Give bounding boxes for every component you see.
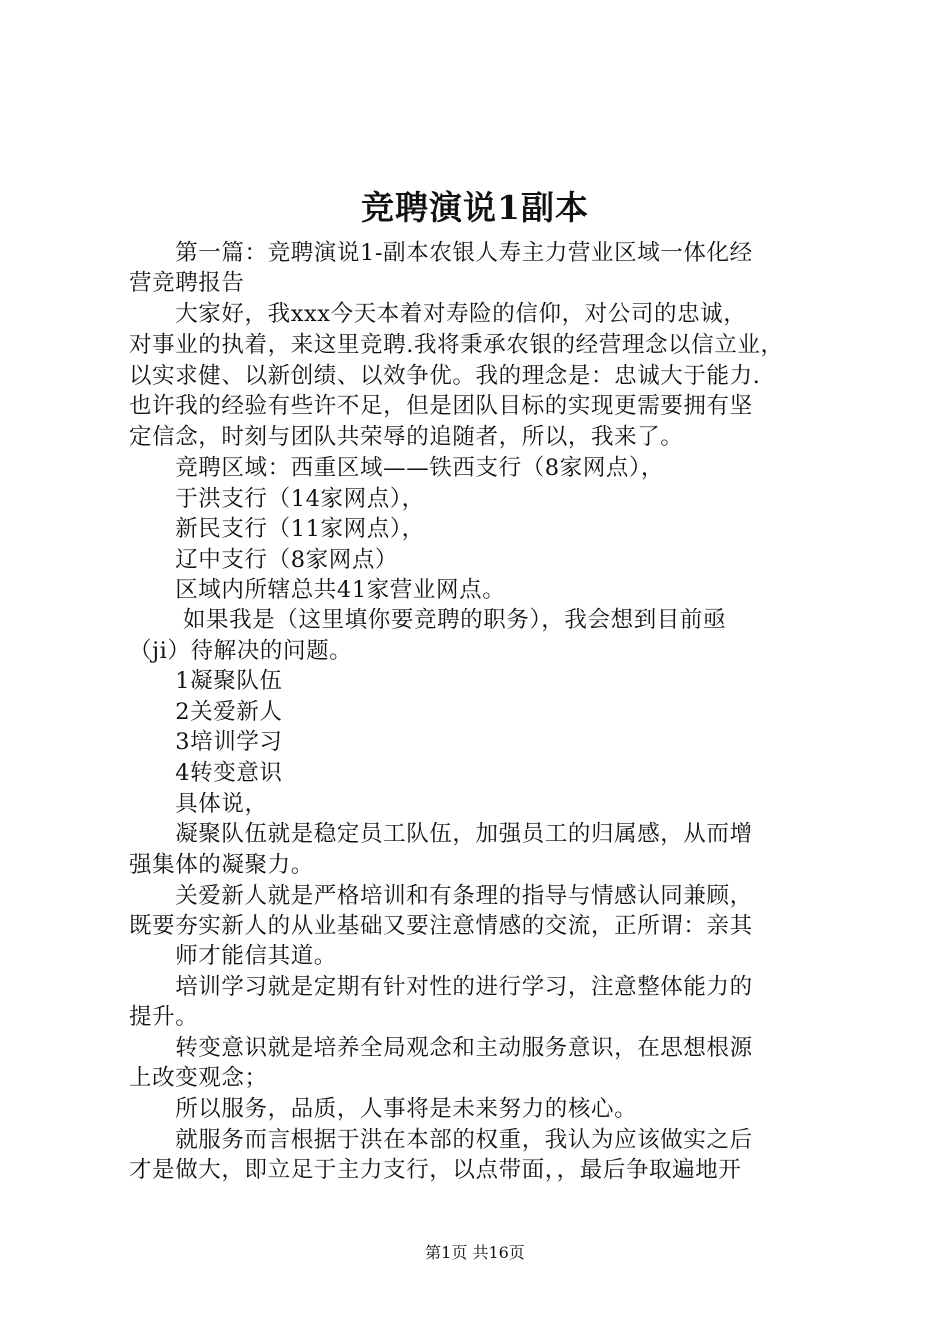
body-line: 1凝聚队伍 [129, 668, 283, 694]
body-line: 定信念，时刻与团队共荣辱的追随者，所以，我来了。 [129, 424, 684, 450]
body-line: 营竞聘报告 [129, 270, 245, 296]
body-line: 新民支行（11家网点）， [129, 516, 425, 542]
body-line: 师才能信其道。 [129, 943, 337, 969]
body-line: （ji）待解决的问题。 [129, 638, 353, 664]
body-line: 3培训学习 [129, 729, 283, 755]
body-line: 于洪支行（14家网点）， [129, 486, 425, 512]
body-line: 4转变意识 [129, 760, 283, 786]
body-line: 上改变观念； [129, 1065, 268, 1091]
body-line: 区域内所辖总共41家营业网点。 [129, 577, 506, 603]
page-number: 第1页 共16页 [425, 1243, 525, 1262]
body-line: 关爱新人就是严格培训和有条理的指导与情感认同兼顾， [129, 883, 753, 909]
body-line: 培训学习就是定期有针对性的进行学习，注意整体能力的 [129, 974, 753, 1000]
body-line: 以实求健、以新创绩、以效争优。我的理念是：忠诚大于能力. [129, 363, 761, 389]
document-title: 竞聘演说1副本 [361, 188, 589, 227]
body-line: 辽中支行（8家网点） [129, 547, 399, 573]
body-line: 也许我的经验有些许不足，但是团队目标的实现更需要拥有坚 [129, 393, 753, 419]
body-line: 转变意识就是培养全局观念和主动服务意识，在思想根源 [129, 1035, 753, 1061]
body-line: 大家好，我xxx今天本着对寿险的信仰，对公司的忠诚， [129, 301, 747, 327]
body-line: 对事业的执着，来这里竞聘.我将秉承农银的经营理念以信立业， [129, 332, 784, 358]
body-line: 如果我是（这里填你要竞聘的职务），我会想到目前亟 [129, 607, 727, 633]
body-line: 就服务而言根据于洪在本部的权重，我认为应该做实之后 [129, 1127, 753, 1153]
body-line: 第一篇：竞聘演说1-副本农银人寿主力营业区域一体化经 [129, 240, 753, 266]
body-line: 既要夯实新人的从业基础又要注意情感的交流，正所谓：亲其 [129, 913, 753, 939]
body-line: 所以服务，品质，人事将是未来努力的核心。 [129, 1096, 638, 1122]
body-line: 具体说， [129, 791, 268, 817]
body-line: 提升。 [129, 1004, 199, 1030]
body-line: 强集体的凝聚力。 [129, 852, 314, 878]
body-line: 竞聘区域：西重区域——铁西支行（8家网点）， [129, 455, 664, 481]
body-line: 才是做大，即立足于主力支行，以点带面，，最后争取遍地开 [129, 1157, 742, 1183]
body-line: 凝聚队伍就是稳定员工队伍，加强员工的归属感，从而增 [129, 821, 753, 847]
body-line: 2关爱新人 [129, 699, 283, 725]
